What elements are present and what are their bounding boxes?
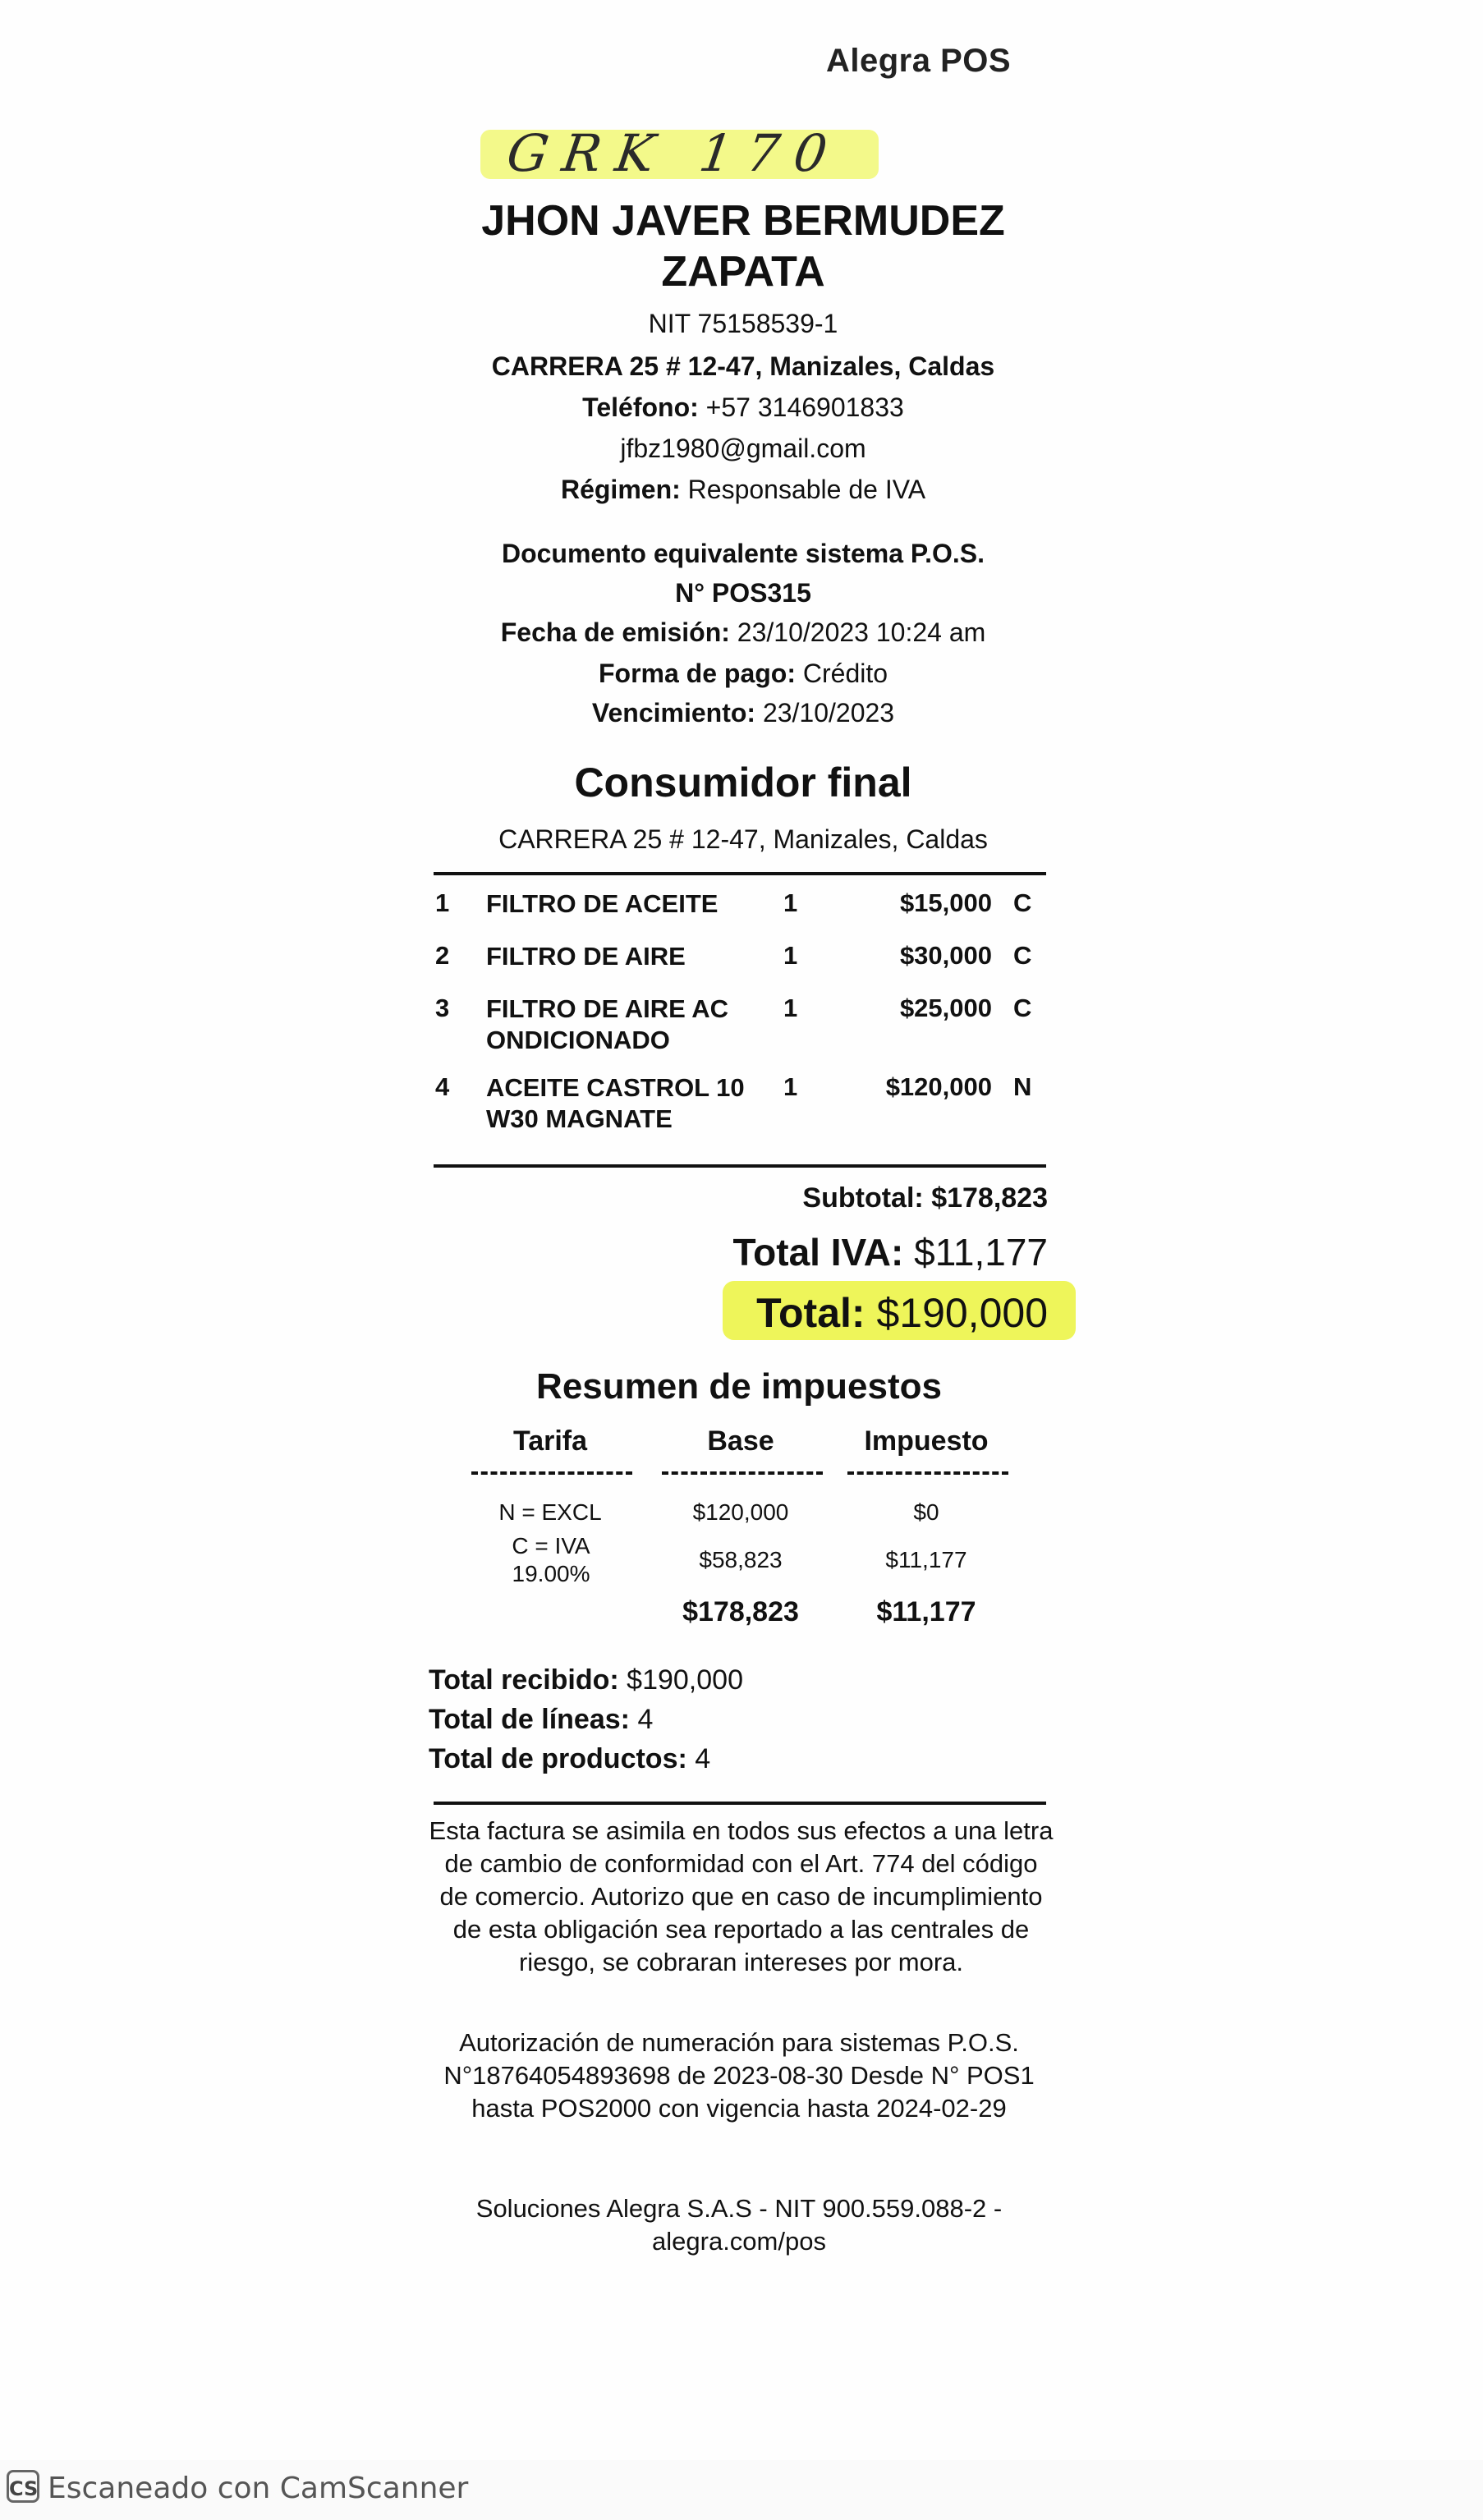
items-top-divider [434,872,1046,875]
item-quantity: 1 [783,941,798,970]
tax-header-divider [471,1471,632,1475]
tax-amount-cell: $0 [913,1499,939,1525]
item-price: $15,000 [899,888,992,917]
pos-authorization: Autorización de numeración para sistemas P.O.S. N°18764054893698 de 2023-08-30 Desde N° POS1 hasta POS2000 con vigencia hasta 2024-02-29 [443,2028,1035,2123]
item-tax-code: C [1013,888,1032,917]
phone-label: Teléfono: [582,392,699,422]
tax-header-divider [662,1471,823,1475]
software-provider: Soluciones Alegra S.A.S - NIT 900.559.088-2 - alegra.com/pos [475,2194,1003,2256]
total-lines [429,1700,743,1739]
item-name: FILTRO DE AIRE [486,942,686,971]
due-date-label: Vencimiento: [591,698,756,728]
totals-summary [429,1660,743,1779]
item-number: 3 [435,994,450,1022]
total-products-label: Total de productos: [429,1743,687,1774]
tax-base-cell: $120,000 [692,1499,789,1525]
tax-amount-cell: $11,177 [885,1547,967,1572]
tax-rate-cell: N = EXCL [498,1499,602,1525]
tax-header-divider [847,1471,1008,1475]
item-price: $120,000 [885,1072,992,1101]
subtotal [802,1182,1048,1214]
total-iva [733,1230,1049,1274]
total-iva-value: $11,177 [914,1231,1048,1274]
issue-date-value: 23/10/2023 10:24 am [737,617,986,647]
total-iva-label: Total IVA: [732,1231,904,1274]
business-phone [443,391,1043,424]
tax-header-tax: Impuesto [864,1425,989,1457]
total-received [429,1660,743,1700]
pos-system-label: Alegra POS [826,43,1012,79]
items-bottom-divider [434,1164,1046,1168]
item-name: FILTRO DE AIRE AC ONDICIONADO [486,994,729,1054]
customer-address: CARRERA 25 # 12-47, Manizales, Caldas [498,824,988,854]
tax-header-base: Base [707,1425,774,1457]
regime-value: Responsable de IVA [687,475,926,504]
item-quantity: 1 [783,1072,798,1101]
handwritten-note: GRK 170 [503,123,846,183]
total-lines-value: 4 [637,1704,654,1735]
item-tax-code: C [1013,941,1032,970]
tax-summary-title: Resumen de impuestos [536,1366,942,1407]
tax-base-total: $178,823 [682,1596,799,1627]
item-tax-code: C [1013,994,1032,1022]
item-name: FILTRO DE ACEITE [486,889,719,918]
total-received-value: $190,000 [627,1664,743,1696]
issue-date-label: Fecha de emisión: [500,617,730,647]
item-price: $25,000 [899,994,992,1022]
business-nit: NIT 75158539-1 [648,309,838,338]
camscanner-logo: CS [7,2470,39,2503]
grand-total [756,1289,1048,1337]
document-type: Documento equivalente sistema P.O.S. [501,539,985,568]
tax-base-cell: $58,823 [699,1547,783,1572]
document-number: N° POS315 [675,578,811,608]
item-quantity: 1 [783,994,798,1022]
phone-value: +57 3146901833 [705,392,904,422]
payment-method [443,657,1043,690]
business-name: JHON JAVER BERMUDEZ ZAPATA [481,197,1005,296]
legal-notice: Esta factura se asimila en todos sus efectos a una letra de cambio de conformidad con el Art. 774 del código de comercio. Autorizo que en caso de incumplimiento de esta obligación sea reportado a las centrales de riesgo, se cobraran intereses por mora. [429,1816,1054,1976]
item-row [434,941,1046,994]
total-products-value: 4 [695,1743,711,1774]
scanner-watermark [0,2460,1483,2520]
item-number: 1 [435,888,450,917]
customer-name: Consumidor final [574,760,912,806]
item-number: 4 [435,1072,450,1101]
item-price: $30,000 [899,941,992,970]
item-name: ACEITE CASTROL 10 W30 MAGNATE [486,1073,745,1133]
issue-date [443,616,1043,649]
item-tax-code: N [1013,1072,1032,1101]
item-number: 2 [435,941,450,970]
subtotal-label: Subtotal: [802,1182,924,1214]
item-row [434,1072,1046,1151]
items-table [434,888,1046,1151]
grand-total-value: $190,000 [876,1290,1048,1336]
business-regime [443,473,1043,506]
legal-divider [434,1802,1046,1805]
business-email: jfbz1980@gmail.com [620,434,866,463]
regime-label: Régimen: [560,475,681,504]
total-received-label: Total recibido: [429,1664,619,1696]
due-date [443,696,1043,729]
business-address: CARRERA 25 # 12-47, Manizales, Caldas [491,351,995,381]
item-row [434,994,1046,1072]
tax-rate-cell: C = IVA 19.00% [512,1533,590,1586]
payment-method-label: Forma de pago: [598,659,796,688]
payment-method-value: Crédito [802,659,888,688]
item-row [434,888,1046,941]
item-quantity: 1 [783,888,798,917]
total-lines-label: Total de líneas: [429,1704,630,1735]
tax-amount-total: $11,177 [876,1596,976,1627]
grand-total-label: Total: [756,1290,865,1336]
subtotal-value: $178,823 [931,1182,1048,1214]
total-products [429,1739,743,1779]
camscanner-text: Escaneado con CamScanner [48,2472,469,2505]
due-date-value: 23/10/2023 [762,698,895,728]
tax-header-rate: Tarifa [512,1425,588,1457]
